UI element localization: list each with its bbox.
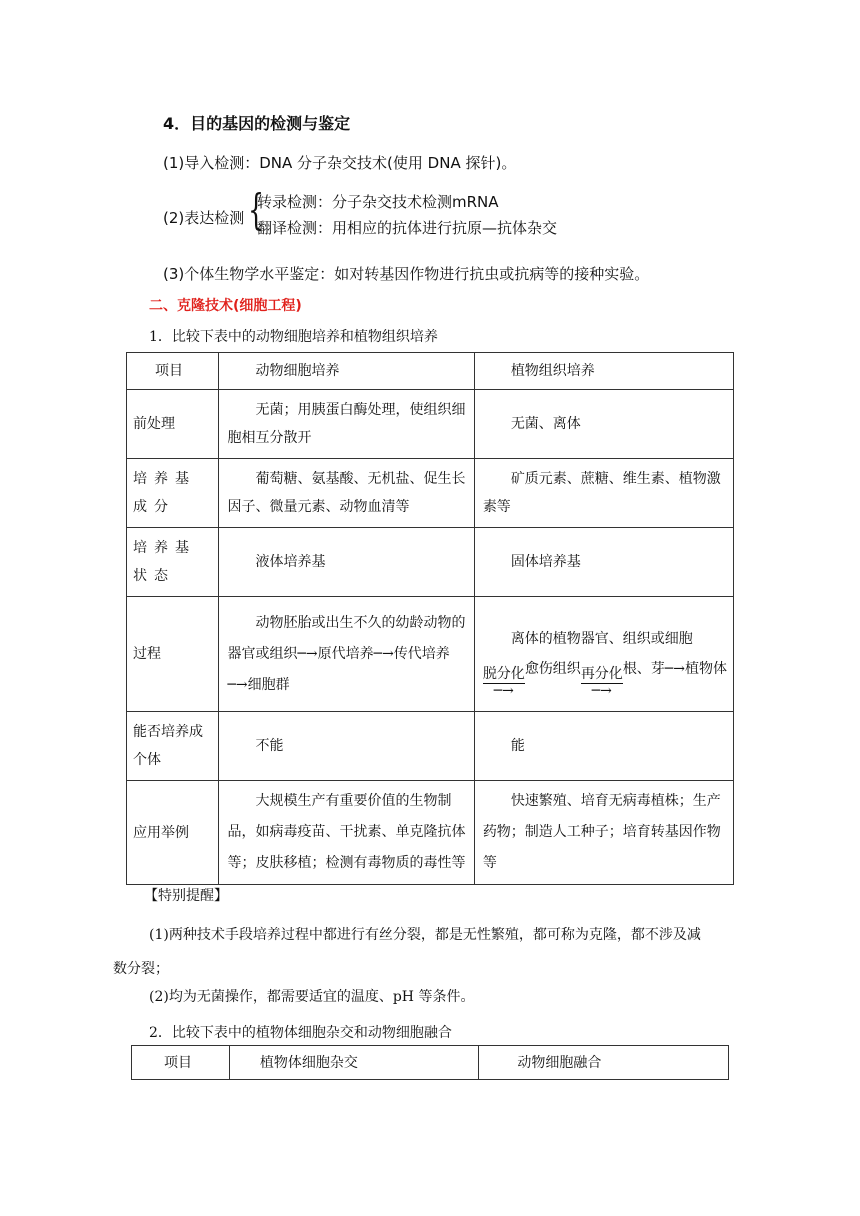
- redifferentiation-arrow: 再分化 ─→: [580, 666, 623, 699]
- row-animal: 不能: [219, 712, 474, 781]
- row-plant: 固体培养基: [474, 528, 733, 597]
- table-header-row: [127, 353, 734, 390]
- plant-result: 根、芽─→植物体: [622, 661, 727, 677]
- row-item: 前处理: [127, 390, 219, 459]
- row-plant: 无菌、离体: [474, 390, 733, 459]
- dedifferentiation-arrow: 脱分化 ─→: [482, 666, 525, 699]
- table2-intro: 2．比较下表中的植物体细胞杂交和动物细胞融合: [149, 1025, 452, 1041]
- row-item: 应用举例: [127, 781, 219, 885]
- table-row: [127, 781, 734, 885]
- header-item: 项目: [127, 353, 219, 390]
- table1-intro: 1．比较下表中的动物细胞培养和植物组织培养: [149, 329, 438, 345]
- row-item: 能否培养成个体: [127, 712, 219, 781]
- table-somatic-hybridization-vs-fusion: [131, 1045, 729, 1080]
- row-plant: 快速繁殖、培育无病毒植株；生产药物；制造人工种子；培育转基因作物等: [474, 781, 733, 885]
- table2-header-row: [132, 1046, 729, 1080]
- table-row: [127, 597, 734, 712]
- header-plant: 植物组织培养: [474, 353, 733, 390]
- note-1: (1)两种技术手段培养过程中都进行有丝分裂，都是无性繁殖，都可称为克隆，都不涉及减数分裂；: [113, 927, 701, 977]
- detection-line-2-prefix: (2)表达检测: [163, 209, 245, 227]
- row-animal: 葡萄糖、氨基酸、无机盐、促生长因子、微量元素、动物血清等: [219, 459, 474, 528]
- table-row: [127, 712, 734, 781]
- brace-icon: {: [248, 185, 265, 234]
- header-animal: 动物细胞培养: [219, 353, 474, 390]
- section-2-heading: 二、克隆技术(细胞工程): [149, 298, 302, 314]
- table-animal-vs-plant-culture: [126, 352, 734, 885]
- detection-line-3: (3)个体生物学水平鉴定：如对转基因作物进行抗虫或抗病等的接种实验。: [163, 265, 650, 283]
- translation-detection: 翻译检测：用相应的抗体进行抗原—抗体杂交: [257, 219, 558, 237]
- row-animal: 动物胚胎或出生不久的幼龄动物的器官或组织─→原代培养─→传代培养─→细胞群: [219, 597, 474, 712]
- row-plant: 能: [474, 712, 733, 781]
- row-plant: 离体的植物器官、组织或细胞 脱分化 ─→ 愈伤组织 再分化 ─→ 根、芽─→植物体: [474, 597, 733, 712]
- table-row: [127, 390, 734, 459]
- row-animal: 无菌；用胰蛋白酶处理，使组织细胞相互分散开: [219, 390, 474, 459]
- table-row: [127, 459, 734, 528]
- header-item: 项目: [132, 1046, 230, 1080]
- header-plant-hybrid: 植物体细胞杂交: [229, 1046, 479, 1080]
- table-row: [127, 528, 734, 597]
- transcription-detection: 转录检测：分子杂交技术检测mRNA: [257, 193, 499, 211]
- section-4-title: 4．目的基因的检测与鉴定: [163, 114, 351, 133]
- row-item: 过程: [127, 597, 219, 712]
- row-item: 培养基状态: [127, 528, 219, 597]
- note-heading: 【特别提醒】: [144, 888, 228, 904]
- row-animal: 液体培养基: [219, 528, 474, 597]
- row-animal: 大规模生产有重要价值的生物制品，如病毒疫苗、干扰素、单克隆抗体等；皮肤移植；检测有毒物质的毒性等: [219, 781, 474, 885]
- row-item: 培养基成分: [127, 459, 219, 528]
- header-animal-fusion: 动物细胞融合: [479, 1046, 729, 1080]
- callus-label: 愈伤组织: [524, 661, 581, 677]
- note-2: (2)均为无菌操作，都需要适宜的温度、pH 等条件。: [149, 989, 475, 1005]
- row-plant: 矿质元素、蔗糖、维生素、植物激素等: [474, 459, 733, 528]
- detection-line-1: (1)导入检测：DNA 分子杂交技术(使用 DNA 探针)。: [163, 154, 517, 172]
